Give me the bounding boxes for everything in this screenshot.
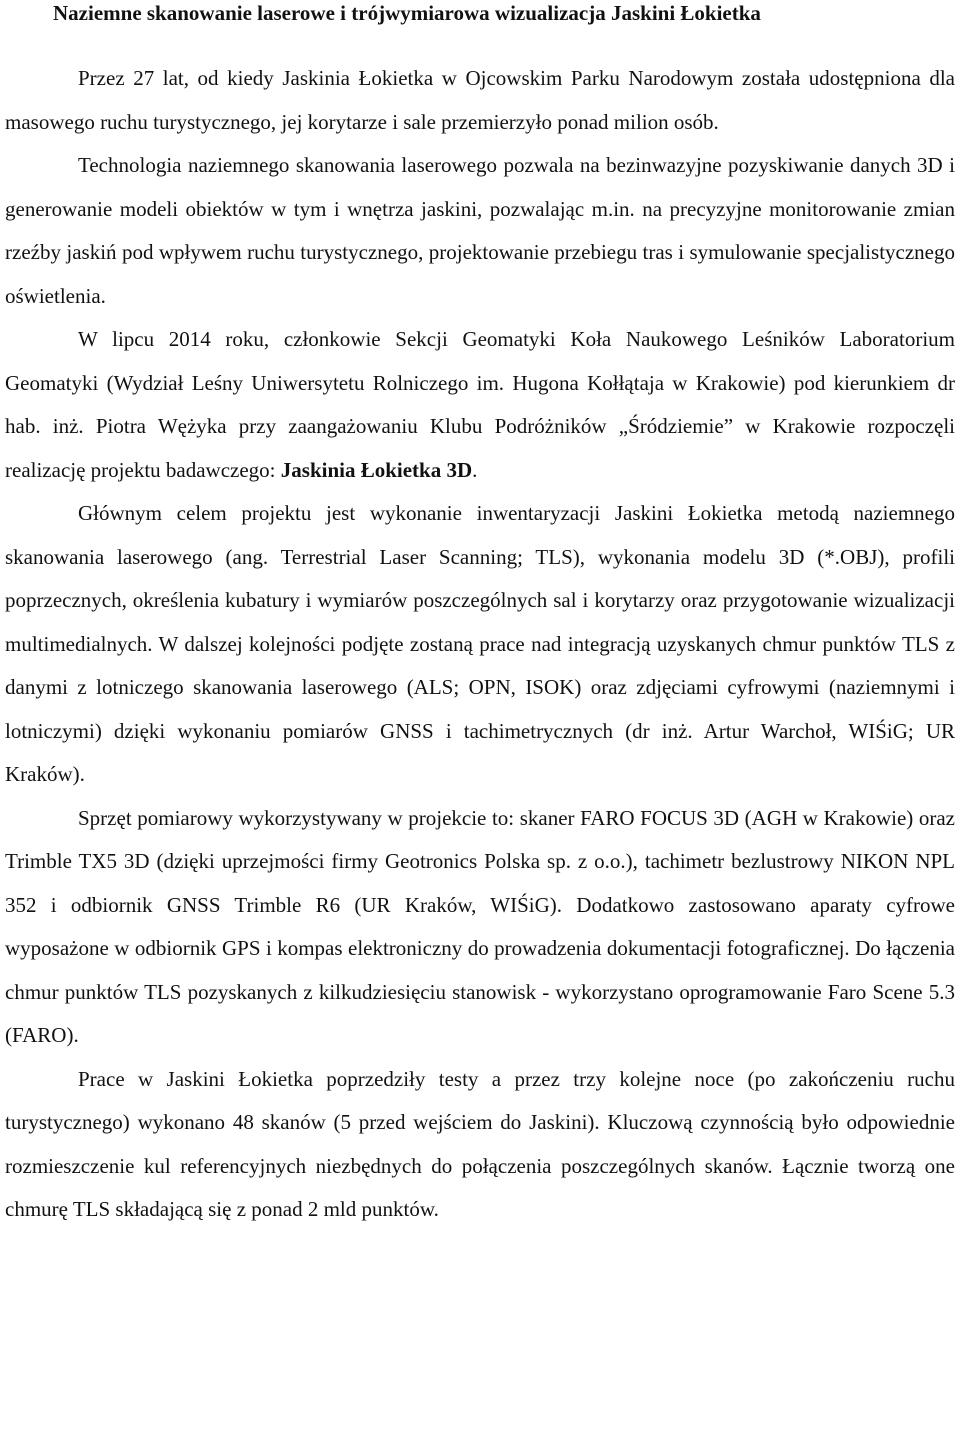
project-name: Jaskinia Łokietka 3D <box>280 457 473 482</box>
document-title: Naziemne skanowanie laserowe i trójwymiarowa wizualizacja Jaskini Łokietka <box>53 1 761 25</box>
paragraph-fieldwork: Prace w Jaskini Łokietka poprzedziły testy a przez trzy kolejne noce (po zakończeniu ruchu turystycznego) wykonano 48 skanów (5 przed wejściem do Jaskini). Kluczową czynnością było odpowiednie rozmieszczenie kul referencyjnych niezbędnych do połączenia poszczególnych skanów. Łącznie tworzą one chmurę TLS składającą się z ponad 2 mld punktów. <box>5 1066 955 1221</box>
paragraph-project-start <box>5 318 955 492</box>
paragraph-project-start-text: W lipcu 2014 roku, członkowie Sekcji Geomatyki Koła Naukowego Leśników Laboratorium Geomatyki (Wydział Leśny Uniwersytetu Rolniczego im. Hugona Kołłątaja w Krakowie) pod kierunkiem dr hab. inż. Piotra Wężyka przy zaangażowaniu Klubu Podróżników „Śródziemie” w Krakowie rozpoczęli realizację projektu badawczego: <box>5 327 955 482</box>
paragraph-technology: Technologia naziemnego skanowania laserowego pozwala na bezinwazyjne pozyskiwanie danych 3D i generowanie modeli obiektów w tym i wnętrza jaskini, pozwalając m.in. na precyzyjne monitorowanie zmian rzeźby jaskiń pod wpływem ruchu turystycznego, projektowanie przebiegu tras i symulowanie specjalistycznego oświetlenia. <box>5 153 955 308</box>
paragraph-intro: Przez 27 lat, od kiedy Jaskinia Łokietka w Ojcowskim Parku Narodowym została udostępniona dla masowego ruchu turystycznego, jej korytarze i sale przemierzyło ponad milion osób. <box>5 66 955 134</box>
paragraph-project-start-end: . <box>472 457 478 482</box>
paragraph-equipment: Sprzęt pomiarowy wykorzystywany w projekcie to: skaner FARO FOCUS 3D (AGH w Krakowie) oraz Trimble TX5 3D (dzięki uprzejmości firmy Geotronics Polska sp. z o.o.), tachimetr bezlustrowy NIKON NPL 352 i odbiornik GNSS Trimble R6 (UR Kraków, WIŚiG). Dodatkowo zastosowano aparaty cyfrowe wyposażone w odbiornik GPS i kompas elektroniczny do prowadzenia dokumentacji fotograficznej. Do łączenia chmur punktów TLS pozyskanych z kilkudziesięciu stanowisk - wykorzystano oprogramowanie Faro Scene 5.3 (FARO). <box>5 805 955 1047</box>
paragraph-project-goal: Głównym celem projektu jest wykonanie inwentaryzacji Jaskini Łokietka metodą naziemnego skanowania laserowego (ang. Terrestrial Laser Scanning; TLS), wykonania modelu 3D (*.OBJ), profili poprzecznych, określenia kubatury i wymiarów poszczególnych sal i korytarzy oraz przygotowanie wizualizacji multimedialnych. W dalszej kolejności podjęte zostaną prace nad integracją uzyskanych chmur punktów TLS z danymi z lotniczego skanowania laserowego (ALS; OPN, ISOK) oraz zdjęciami cyfrowymi (naziemnymi i lotniczymi) dzięki wykonaniu pomiarów GNSS i tachimetrycznych (dr inż. Artur Warchoł, WIŚiG; UR Kraków). <box>5 501 955 786</box>
